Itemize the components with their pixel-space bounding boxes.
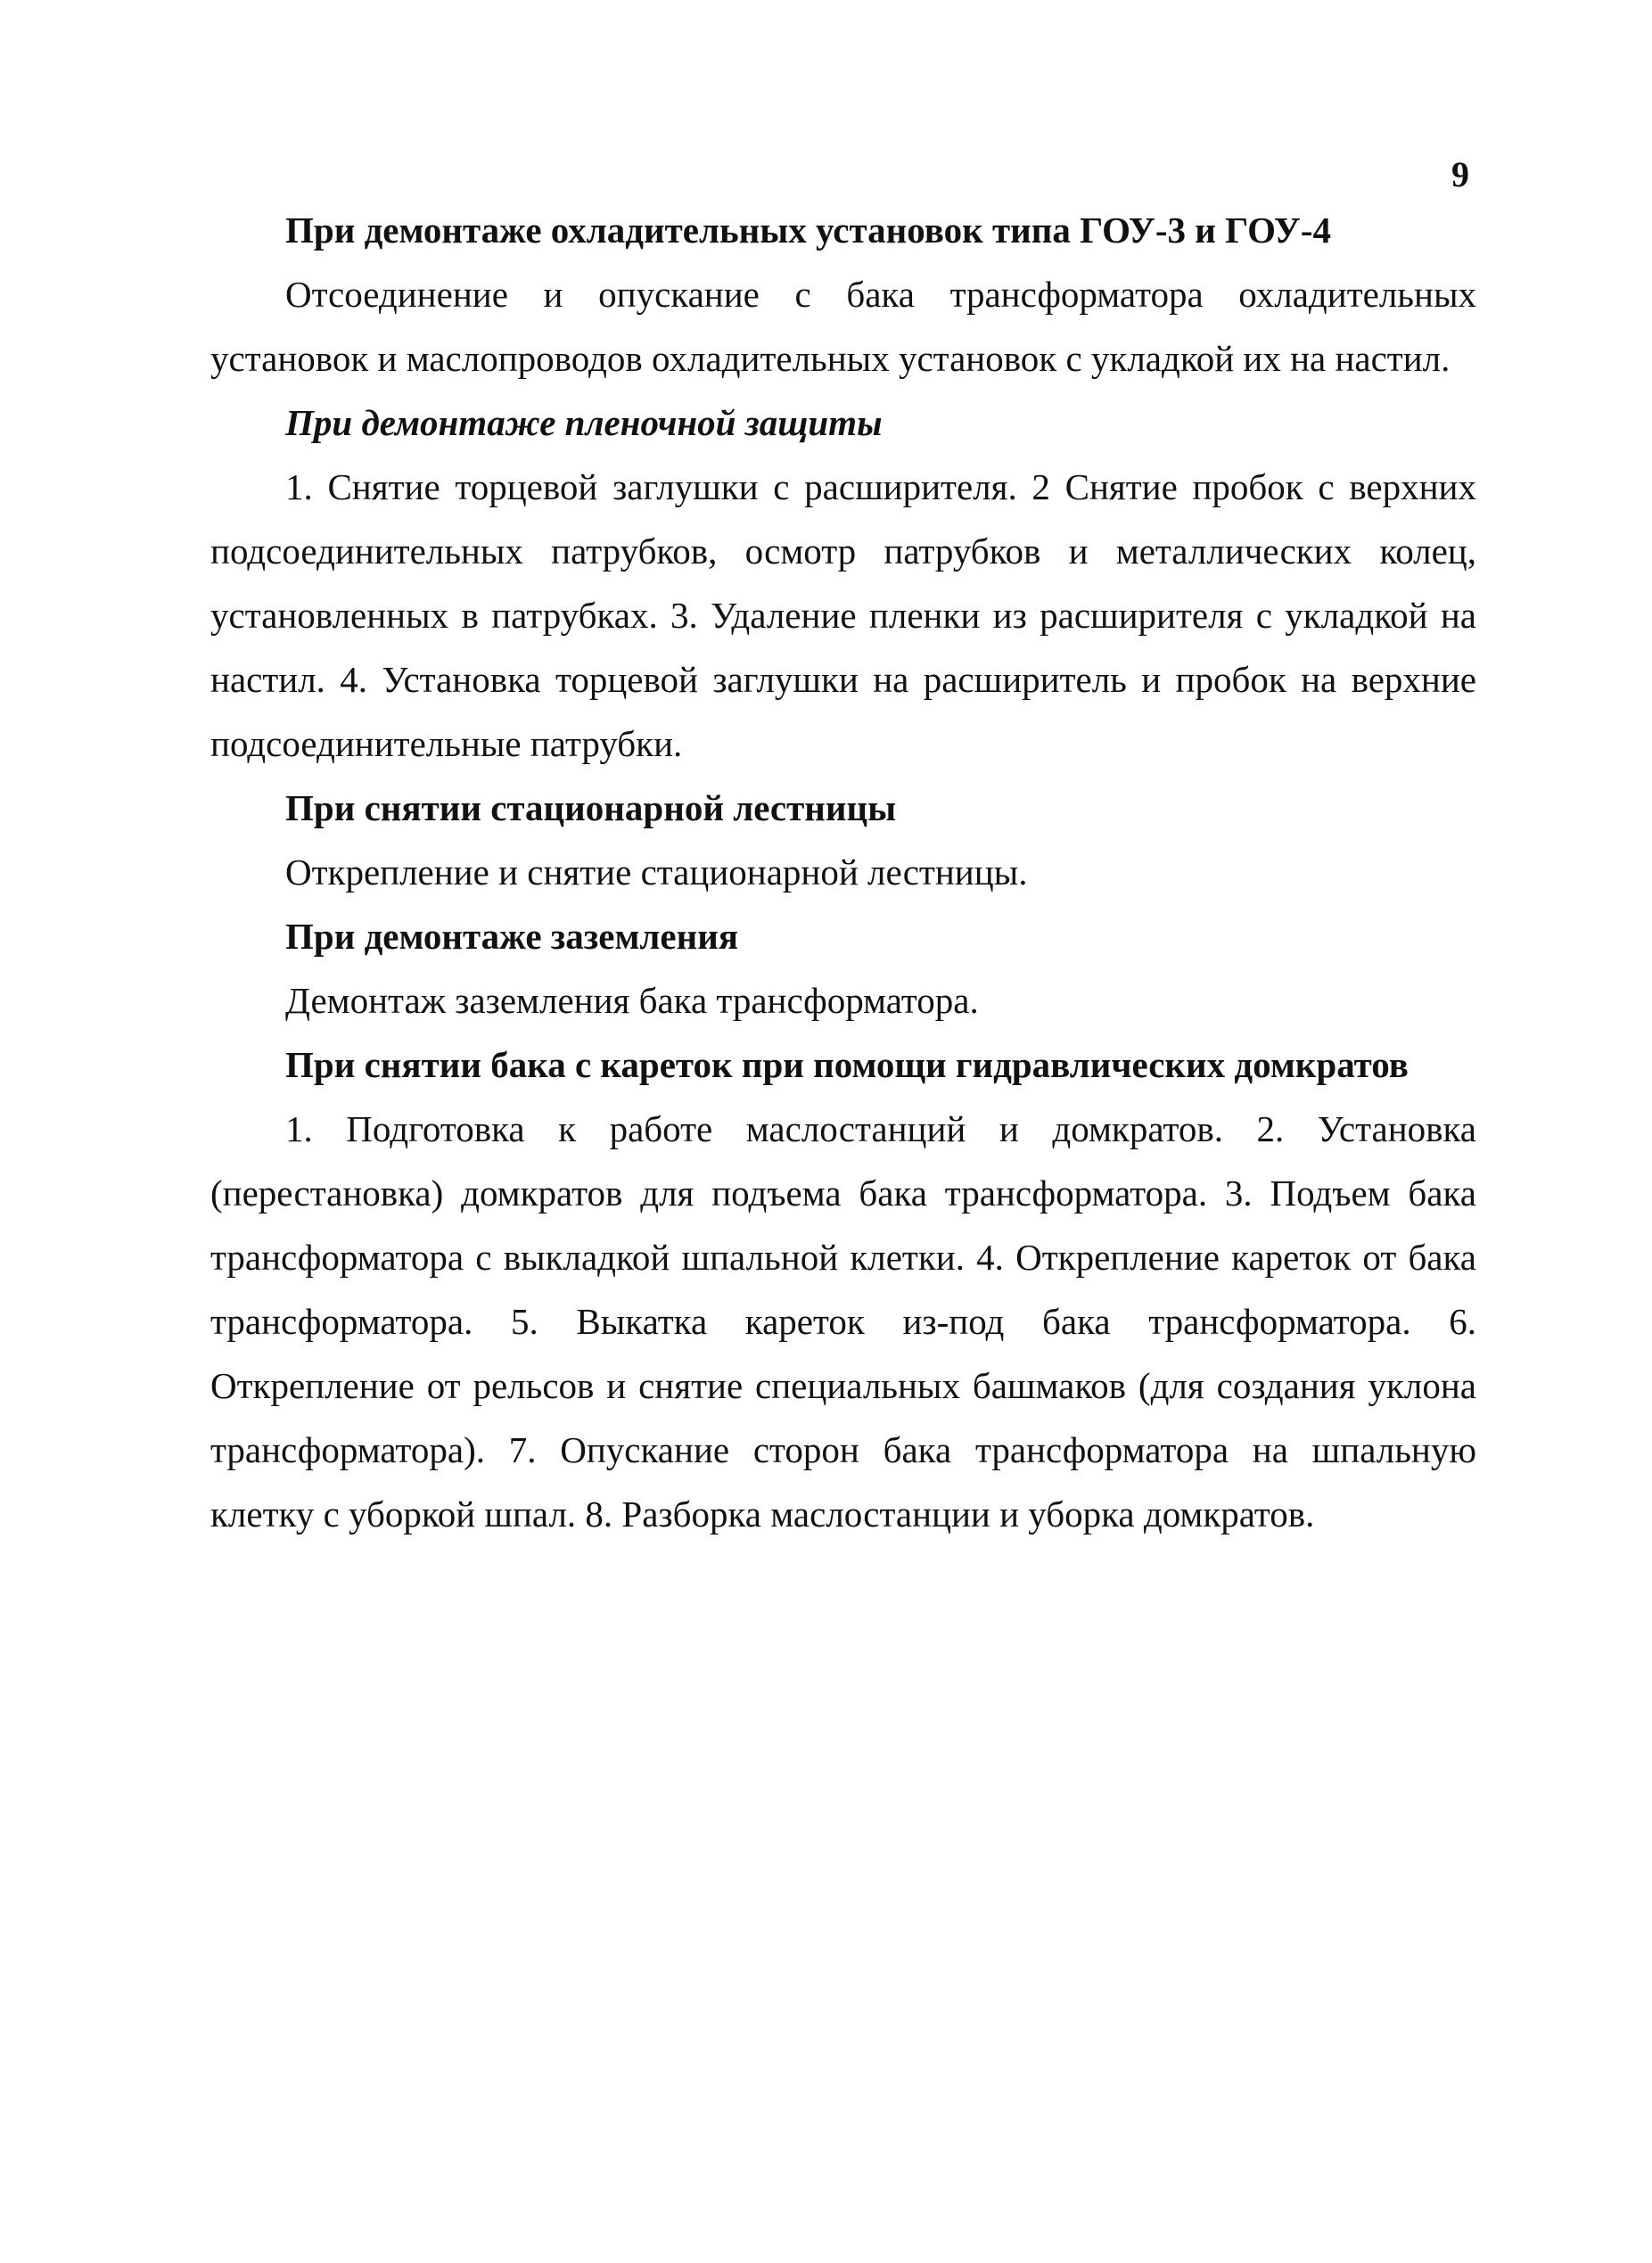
- section-heading: При демонтаже пленочной защиты: [285, 402, 883, 443]
- section-heading: При снятии стационарной лестницы: [285, 787, 897, 828]
- section-heading: При демонтаже охладительных установок типа ГОУ-3 и ГОУ-4: [285, 210, 1332, 251]
- section-paragraph: 1. Подготовка к работе маслостанций и домкратов. 2. Установка (перестановка) домкратов для подъема бака трансформатора. 3. Подъем бака трансформатора с выкладкой шпальной клетки. 4. Открепление кареток от бака трансформатора. 5. Выкатка кареток из-под бака трансформатора. 6. Открепление от рельсов и снятие специальных башмаков (для создания уклона трансформатора). 7. Опускание сторон бака трансформатора на шпальную клетку с уборкой шпал. 8. Разборка маслостанции и уборка домкратов.: [210, 1108, 1476, 1535]
- section-paragraph: Отсоединение и опускание с бака трансформатора охладительных установок и маслопроводов охладительных установок с укладкой их на настил.: [210, 274, 1476, 379]
- section-heading: При демонтаже заземления: [285, 916, 738, 957]
- section-paragraph: Открепление и снятие стационарной лестницы.: [285, 852, 1028, 893]
- section-heading: При снятии бака с кареток при помощи гидравлических домкратов: [285, 1044, 1409, 1085]
- section-paragraph: Демонтаж заземления бака трансформатора.: [285, 980, 979, 1021]
- document-body: [210, 198, 1476, 1546]
- section-paragraph: 1. Снятие торцевой заглушки с расширителя. 2 Снятие пробок с верхних подсоединительных патрубков, осмотр патрубков и металлических колец, установленных в патрубках. 3. Удаление пленки из расширителя с укладкой на настил. 4. Установка торцевой заглушки на расширитель и пробок на верхние подсоединительные патрубки.: [210, 466, 1476, 764]
- page-number: 9: [1451, 154, 1469, 194]
